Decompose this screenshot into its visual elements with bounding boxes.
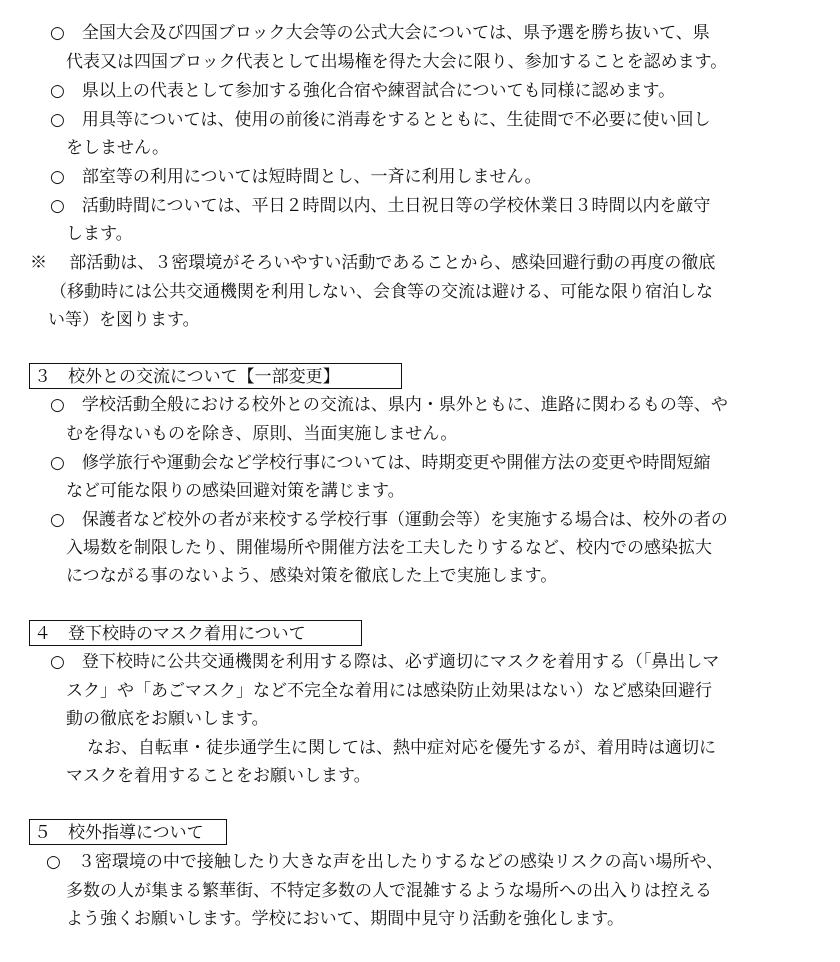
bullet-line: ○ 県以上の代表として参加する強化合宿や練習試合についても同様に認めます。 [50, 81, 676, 101]
bullet-line: 代表又は四国ブロック代表として出場権を得た大会に限り、参加することを認めます。 [66, 52, 728, 72]
note-line: ※ 部活動は、３密環境がそろいやすい活動であることから、感染回避行動の再度の徹底 [30, 253, 716, 273]
section-4-line: なお、自転車・徒歩通学生に関しては、熱中症対応を優先するが、着用時は適切に [87, 738, 716, 758]
bullet-line: ○ 活動時間については、平日２時間以内、土日祝日等の学校休業日３時間以内を厳守 [50, 196, 711, 216]
bullet-line: ○ 部室等の利用については短時間とし、一斉に利用しません。 [50, 167, 542, 187]
bullet-line: ○ 用具等については、使用の前後に消毒をするとともに、生徒間で不必要に使い回し [50, 110, 711, 130]
section-3-line: むを得ないものを除き、原則、当面実施しません。 [66, 424, 458, 444]
section-3-heading: ３ 校外との交流について【一部変更】 [29, 363, 402, 389]
section-5-line: 多数の人が集まる繁華街、不特定多数の人で混雑するような場所への出入りは控える [66, 881, 712, 901]
section-3-line: ○ 修学旅行や運動会など学校行事については、時期変更や開催方法の変更や時間短縮 [50, 453, 711, 473]
section-4-line: マスクを着用することをお願いします。 [66, 766, 371, 786]
section-4-line: ○ 登下校時に公共交通機関を利用する際は、必ず適切にマスクを着用する（「鼻出しマ [50, 652, 720, 672]
section-3-line: 入場数を制限したり、開催場所や開催方法を工夫したりするなど、校内での感染拡大 [66, 538, 712, 558]
section-3-line: ○ 保護者など校外の者が来校する学校行事（運動会等）を実施する場合は、校外の者の [50, 510, 728, 530]
section-5-line: ○ ３密環境の中で接触したり大きな声を出したりするなどの感染リスクの高い場所や、 [46, 852, 724, 872]
section-5-line: よう強くお願いします。学校において、期間中見守り活動を強化します。 [66, 909, 624, 929]
bullet-line: をしません。 [66, 138, 170, 158]
section-4-heading: ４ 登下校時のマスク着用について [29, 620, 362, 646]
section-4-line: 動の徹底をお願いします。 [66, 709, 269, 729]
bullet-line: ○ 全国大会及び四国ブロック大会等の公式大会については、県予選を勝ち抜いて、県 [50, 23, 710, 43]
section-3-line: ○ 学校活動全般における校外との交流は、県内・県外ともに、進路に関わるもの等、や [50, 395, 728, 415]
section-5-heading: ５ 校外指導について [29, 819, 227, 845]
section-3-line: につながる事のないよう、感染対策を徹底した上で実施します。 [66, 566, 558, 586]
bullet-line: します。 [66, 224, 133, 244]
note-line: （移動時には公共交通機関を利用しない、会食等の交流は避ける、可能な限り宿泊しな [50, 282, 713, 302]
section-4-line: スク」や「あごマスク」など不完全な着用には感染防止効果はない）など感染回避行 [66, 681, 712, 701]
note-line: い等）を図ります。 [48, 310, 200, 330]
section-3-line: など可能な限りの感染回避対策を講じます。 [66, 481, 405, 501]
